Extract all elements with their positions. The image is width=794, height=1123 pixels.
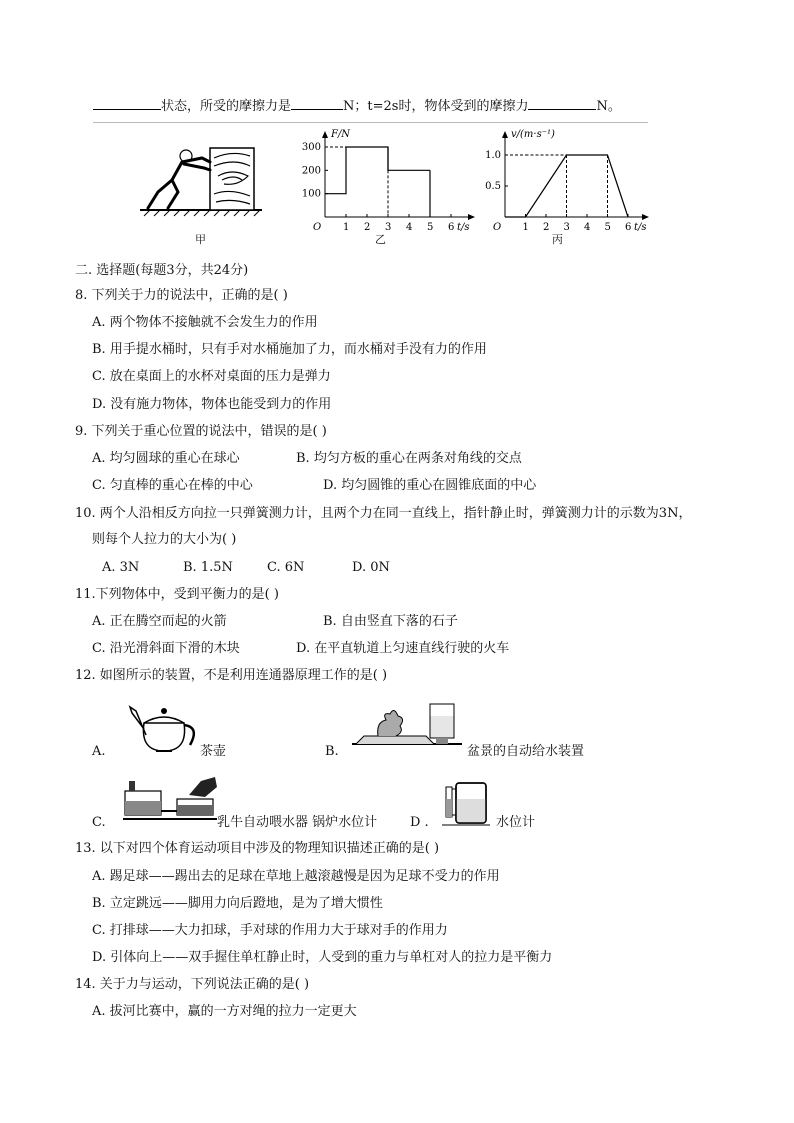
section-heading: 二. 选择题(每题3分，共24分): [75, 263, 249, 278]
q13-option-d[interactable]: D. 引体向上——双手握住单杠静止时，人受到的重力与单杠对人的拉力是平衡力: [92, 950, 553, 965]
text: N；t=2s时，物体受到的摩擦力: [343, 99, 529, 114]
question-7-continuation: [93, 96, 621, 116]
chart-velocity-time: [483, 125, 658, 233]
q13-option-b[interactable]: B. 立定跳远——脚用力向后蹬地，是为了增大惯性: [92, 896, 383, 911]
q12-option-b-letter[interactable]: B.: [325, 744, 339, 759]
chart-force-time: [295, 125, 485, 233]
x-tick-label: 4: [584, 222, 591, 233]
x-tick-label: 3: [385, 222, 392, 233]
q10-option-d[interactable]: D. 0N: [352, 560, 390, 575]
figure-label-yi: 乙: [375, 233, 386, 246]
y-tick-label: 1.0: [485, 150, 501, 161]
q12-option-c-label: 乳牛自动喂水器 锅炉水位计: [217, 815, 378, 830]
q9-option-c[interactable]: C. 匀直棒的重心在棒的中心: [92, 478, 253, 493]
question-11-stem: 11.下列物体中，受到平衡力的是( ): [75, 587, 279, 602]
q13-option-c[interactable]: C. 打排球——大力扣球，手对球的作用力大于球对手的作用力: [92, 923, 448, 938]
q9-option-b[interactable]: B. 均匀方板的重心在两条对角线的交点: [296, 451, 522, 466]
teapot-icon: [128, 697, 200, 755]
y-axis-label: v/(m·s⁻¹): [511, 129, 555, 140]
q12-option-c-letter[interactable]: C.: [92, 815, 106, 830]
q11-option-a[interactable]: A. 正在腾空而起的火箭: [92, 614, 227, 629]
y-tick-label: 200: [301, 165, 321, 177]
question-9-stem: 9. 下列关于重心位置的说法中，错误的是( ): [75, 424, 327, 439]
q9-option-d[interactable]: D. 均匀圆锥的重心在圆锥底面的中心: [323, 478, 537, 493]
x-tick-label: 1: [522, 222, 529, 233]
x-tick-label: 2: [543, 222, 550, 233]
q11-option-d[interactable]: D. 在平直轨道上匀速直线行驶的火车: [296, 641, 510, 656]
answer-blank[interactable]: [93, 96, 161, 110]
x-tick-label: 5: [427, 222, 434, 233]
question-14-stem: 14. 关于力与运动，下列说法正确的是( ): [75, 977, 310, 992]
x-tick-label: 6: [448, 222, 455, 233]
q8-option-b[interactable]: B. 用手提水桶时，只有手对水桶施加了力，而水桶对手没有力的作用: [92, 342, 487, 357]
q12-option-a-letter[interactable]: A.: [92, 744, 106, 759]
x-tick-label: 3: [563, 222, 570, 233]
x-tick-label: 6: [625, 222, 632, 233]
figure-label-jia: 甲: [195, 233, 206, 246]
question-12-stem: 12. 如图所示的装置，不是利用连通器原理工作的是( ): [75, 668, 388, 683]
origin-label: O: [313, 222, 322, 233]
question-10-stem: 10. 两个人沿相反方向拉一只弹簧测力计，且两个力在同一直线上，指针静止时，弹簧测力计的示数为3N，: [75, 506, 692, 521]
q11-option-c[interactable]: C. 沿光滑斜面下滑的木块: [92, 641, 240, 656]
y-tick-label: 100: [301, 188, 321, 200]
q8-option-a[interactable]: A. 两个物体不接触就不会发生力的作用: [92, 315, 318, 330]
boiler-water-gauge-icon: [440, 777, 492, 829]
q11-option-b[interactable]: B. 自由竖直下落的石子: [323, 614, 458, 629]
x-tick-label: 2: [364, 222, 371, 233]
question-13-stem: 13. 以下对四个体育运动项目中涉及的物理知识描述正确的是( ): [75, 841, 440, 856]
q10-option-c[interactable]: C. 6N: [267, 560, 305, 575]
question-10-stem-cont: 则每个人拉力的大小为( ): [92, 532, 237, 547]
q10-option-b[interactable]: B. 1.5N: [183, 560, 233, 575]
q12-option-d-letter[interactable]: D .: [410, 815, 429, 830]
figure-label-bing: 丙: [552, 233, 563, 246]
plant-watering-device-icon: [352, 700, 466, 750]
x-tick-label: 1: [343, 222, 350, 233]
x-axis-label: t/s: [634, 222, 647, 233]
q13-option-a[interactable]: A. 踢足球——踢出去的足球在草地上越滚越慢是因为足球不受力的作用: [92, 869, 500, 884]
text: 状态，所受的摩擦力是: [161, 99, 292, 114]
divider: [93, 122, 648, 123]
answer-blank[interactable]: [291, 96, 343, 110]
q9-option-a[interactable]: A. 均匀圆球的重心在球心: [92, 451, 240, 466]
x-axis-label: t/s: [457, 222, 470, 233]
q10-option-a[interactable]: A. 3N: [102, 560, 140, 575]
q8-option-c[interactable]: C. 放在桌面上的水杯对桌面的压力是弹力: [92, 369, 331, 384]
question-8-stem: 8. 下列关于力的说法中，正确的是( ): [75, 288, 288, 303]
q8-option-d[interactable]: D. 没有施力物体，物体也能受到力的作用: [92, 397, 332, 412]
x-tick-label: 4: [406, 222, 413, 233]
figure-person-pushing-block: [138, 140, 264, 216]
q14-option-a[interactable]: A. 拔河比赛中，赢的一方对绳的拉力一定更大: [92, 1004, 357, 1019]
q12-option-d-label: 水位计: [496, 815, 536, 830]
y-axis-label: F/N: [331, 129, 351, 140]
y-tick-label: 300: [301, 142, 321, 153]
x-tick-label: 5: [604, 222, 611, 233]
q12-option-a-label: 茶壶: [200, 744, 227, 759]
y-tick-label: 0.5: [485, 181, 501, 192]
origin-label: O: [493, 222, 502, 233]
text: N。: [596, 99, 621, 114]
q12-option-b-label: 盆景的自动给水装置: [467, 744, 585, 759]
answer-blank[interactable]: [528, 96, 596, 110]
cow-waterer-icon: [123, 775, 218, 827]
force-series-line: [325, 147, 430, 194]
